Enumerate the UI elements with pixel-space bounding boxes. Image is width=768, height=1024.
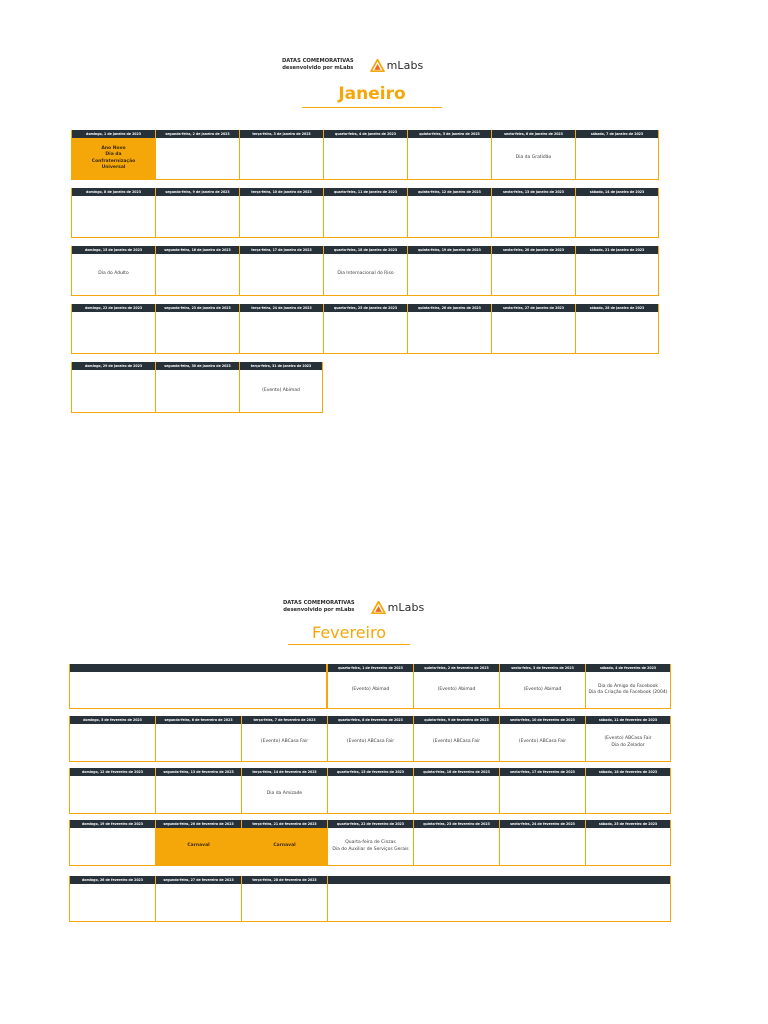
day-header: segunda-feira, 6 de fevereiro de 2023 xyxy=(156,716,241,724)
day-header: quarta-feira, 25 de janeiro de 2023 xyxy=(324,304,407,312)
day-header: sábado, 18 de fevereiro de 2023 xyxy=(586,768,670,776)
calendar-week xyxy=(69,876,671,922)
day-body xyxy=(492,312,575,353)
mlabs-logo xyxy=(371,601,425,614)
day-header: sábado, 28 de janeiro de 2023 xyxy=(576,304,658,312)
day-body xyxy=(414,828,499,865)
blank-cell xyxy=(69,664,327,709)
day-header: segunda-feira, 13 de fevereiro de 2023 xyxy=(156,768,241,776)
calendar-day-cell xyxy=(491,246,575,296)
event-label: Dia do Adulto xyxy=(98,271,129,277)
day-body xyxy=(240,254,323,295)
calendar-week xyxy=(71,304,659,354)
day-body xyxy=(70,828,155,865)
day-header: quinta-feira, 23 de fevereiro de 2023 xyxy=(414,820,499,828)
calendar-janeiro xyxy=(71,130,665,415)
calendar-day-cell xyxy=(71,246,155,296)
day-body xyxy=(414,724,499,761)
day-body xyxy=(242,724,327,761)
calendar-day-cell xyxy=(413,820,499,866)
calendar-day-cell xyxy=(575,246,659,296)
calendar-day-cell xyxy=(239,246,323,296)
day-header: quarta-feira, 1 de fevereiro de 2023 xyxy=(328,664,413,672)
calendar-week xyxy=(69,820,671,866)
calendar-day-cell xyxy=(575,304,659,354)
day-header: sexta-feira, 10 de fevereiro de 2023 xyxy=(500,716,585,724)
day-body xyxy=(500,776,585,813)
day-header: domingo, 22 de janeiro de 2023 xyxy=(72,304,155,312)
event-label: Dia do Amigo do Facebook xyxy=(598,683,658,689)
brand-text xyxy=(283,600,355,614)
month-title-janeiro: Janeiro xyxy=(338,84,406,104)
day-body xyxy=(408,254,491,295)
event-label: Dia Internacional do Riso xyxy=(337,271,394,277)
brand-line2: desenvolvido por mLabs xyxy=(283,607,355,614)
event-label: Dia da Gratidão xyxy=(515,155,552,161)
day-body xyxy=(70,724,155,761)
event-label: (Evento) ABCasa Fair xyxy=(260,739,309,745)
calendar-day-cell xyxy=(499,664,585,709)
day-body xyxy=(328,672,413,708)
calendar-day-cell xyxy=(241,876,327,922)
logo-text: mLabs xyxy=(387,600,425,614)
event-label: (Evento) Abimad xyxy=(351,686,390,692)
day-header: sábado, 7 de janeiro de 2023 xyxy=(576,130,658,138)
day-header: segunda-feira, 9 de janeiro de 2023 xyxy=(156,188,239,196)
day-body xyxy=(408,196,491,237)
calendar-day-cell xyxy=(155,304,239,354)
day-header: segunda-feira, 27 de fevereiro de 2023 xyxy=(156,876,241,884)
calendar-day-cell xyxy=(155,362,239,413)
calendar-week xyxy=(71,362,323,413)
day-body xyxy=(156,138,239,179)
day-header: terça-feira, 3 de janeiro de 2023 xyxy=(240,130,323,138)
calendar-day-cell xyxy=(69,768,155,814)
day-body xyxy=(500,724,585,761)
day-header: terça-feira, 17 de janeiro de 2023 xyxy=(240,246,323,254)
calendar-day-cell xyxy=(585,664,671,709)
mlabs-triangle-icon xyxy=(371,601,386,614)
calendar-day-cell xyxy=(585,768,671,814)
calendar-day-cell xyxy=(327,716,413,762)
day-body xyxy=(72,254,155,295)
day-body xyxy=(500,828,585,865)
day-body xyxy=(156,196,239,237)
calendar-day-cell xyxy=(323,130,407,180)
day-body xyxy=(408,138,491,179)
day-body xyxy=(328,776,413,813)
day-body xyxy=(408,312,491,353)
event-label: Dia da Amizade xyxy=(266,791,303,797)
calendar-day-cell xyxy=(71,304,155,354)
calendar-day-cell xyxy=(239,362,323,413)
day-body xyxy=(576,138,658,179)
day-body xyxy=(576,254,658,295)
calendar-fevereiro xyxy=(69,664,671,924)
day-body xyxy=(414,776,499,813)
day-header: domingo, 15 de janeiro de 2023 xyxy=(72,246,155,254)
day-header: terça-feira, 31 de janeiro de 2023 xyxy=(240,362,322,370)
day-header: segunda-feira, 2 de janeiro de 2023 xyxy=(156,130,239,138)
day-body xyxy=(72,312,155,353)
day-header: quarta-feira, 11 de janeiro de 2023 xyxy=(324,188,407,196)
calendar-day-cell xyxy=(407,304,491,354)
day-header: terça-feira, 28 de fevereiro de 2023 xyxy=(242,876,327,884)
calendar-day-cell xyxy=(323,304,407,354)
brand-text xyxy=(282,58,354,72)
brand-line2: desenvolvido por mLabs xyxy=(282,65,354,72)
day-body xyxy=(242,776,327,813)
calendar-week xyxy=(71,130,659,180)
day-body xyxy=(242,884,327,921)
event-label: Ano Novo xyxy=(101,145,126,151)
event-label: Confraternização xyxy=(91,158,136,164)
calendar-day-cell xyxy=(71,130,155,180)
calendar-week xyxy=(71,188,659,238)
day-header: sexta-feira, 20 de janeiro de 2023 xyxy=(492,246,575,254)
calendar-day-cell xyxy=(413,664,499,709)
day-body xyxy=(586,776,670,813)
day-body xyxy=(324,312,407,353)
day-body xyxy=(156,828,241,865)
day-body xyxy=(156,724,241,761)
day-body xyxy=(328,828,413,865)
day-header: terça-feira, 24 de janeiro de 2023 xyxy=(240,304,323,312)
day-body xyxy=(576,196,658,237)
day-header: segunda-feira, 30 de janeiro de 2023 xyxy=(156,362,239,370)
calendar-day-cell xyxy=(155,246,239,296)
day-header: domingo, 12 de fevereiro de 2023 xyxy=(70,768,155,776)
day-header: sexta-feira, 13 de janeiro de 2023 xyxy=(492,188,575,196)
calendar-day-cell xyxy=(499,768,585,814)
day-header: domingo, 8 de janeiro de 2023 xyxy=(72,188,155,196)
logo-text: mLabs xyxy=(386,58,424,72)
calendar-day-cell xyxy=(413,716,499,762)
day-body xyxy=(576,312,658,353)
day-body xyxy=(328,724,413,761)
day-header: sexta-feira, 24 de fevereiro de 2023 xyxy=(500,820,585,828)
calendar-day-cell xyxy=(413,768,499,814)
day-header: quinta-feira, 16 de fevereiro de 2023 xyxy=(414,768,499,776)
brand-line1: DATAS COMEMORATIVAS xyxy=(282,58,354,64)
day-body xyxy=(492,138,575,179)
day-header: quinta-feira, 12 de janeiro de 2023 xyxy=(408,188,491,196)
day-header: quarta-feira, 18 de janeiro de 2023 xyxy=(324,246,407,254)
day-body xyxy=(72,370,155,412)
calendar-day-cell xyxy=(155,876,241,922)
event-label: Carnaval xyxy=(187,843,210,849)
day-body xyxy=(70,776,155,813)
day-body xyxy=(324,138,407,179)
day-header: sábado, 25 de fevereiro de 2023 xyxy=(586,820,670,828)
day-body xyxy=(70,884,155,921)
event-label: Dia da xyxy=(105,152,122,158)
day-header: quinta-feira, 26 de janeiro de 2023 xyxy=(408,304,491,312)
calendar-week xyxy=(69,716,671,762)
month-title-fevereiro: Fevereiro xyxy=(311,623,386,642)
day-header: quarta-feira, 15 de fevereiro de 2023 xyxy=(328,768,413,776)
calendar-day-cell xyxy=(155,820,241,866)
day-header: sexta-feira, 27 de janeiro de 2023 xyxy=(492,304,575,312)
calendar-day-cell xyxy=(155,768,241,814)
day-header: sábado, 11 de fevereiro de 2023 xyxy=(586,716,670,724)
calendar-day-cell xyxy=(71,188,155,238)
calendar-day-cell xyxy=(407,188,491,238)
calendar-day-cell xyxy=(575,188,659,238)
day-body xyxy=(72,138,155,179)
mlabs-triangle-icon xyxy=(370,59,385,72)
blank-cell xyxy=(327,876,671,922)
event-label: (Evento) ABCasa Fair xyxy=(432,739,481,745)
event-label: (Evento) Abimad xyxy=(523,686,562,692)
day-header: domingo, 5 de fevereiro de 2023 xyxy=(70,716,155,724)
calendar-day-cell xyxy=(585,716,671,762)
day-header: terça-feira, 10 de janeiro de 2023 xyxy=(240,188,323,196)
calendar-day-cell xyxy=(499,716,585,762)
day-header: sexta-feira, 6 de janeiro de 2023 xyxy=(492,130,575,138)
title-underline xyxy=(302,107,442,108)
event-label: (Evento) ABCasa Fair xyxy=(518,739,567,745)
day-body xyxy=(586,724,670,761)
calendar-day-cell xyxy=(155,130,239,180)
calendar-day-cell xyxy=(241,768,327,814)
event-label: (Evento) ABCasa Fair xyxy=(604,736,652,742)
day-header: segunda-feira, 16 de janeiro de 2023 xyxy=(156,246,239,254)
day-header: terça-feira, 14 de fevereiro de 2023 xyxy=(242,768,327,776)
calendar-day-cell xyxy=(585,820,671,866)
day-header: quarta-feira, 8 de fevereiro de 2023 xyxy=(328,716,413,724)
day-header: quinta-feira, 19 de janeiro de 2023 xyxy=(408,246,491,254)
calendar-day-cell xyxy=(239,304,323,354)
day-body xyxy=(240,196,323,237)
day-body xyxy=(242,828,327,865)
calendar-day-cell xyxy=(71,362,155,413)
day-header: sábado, 4 de fevereiro de 2023 xyxy=(586,664,670,672)
calendar-day-cell xyxy=(323,246,407,296)
day-body xyxy=(492,254,575,295)
day-header: quarta-feira, 4 de janeiro de 2023 xyxy=(324,130,407,138)
calendar-day-cell xyxy=(327,768,413,814)
janeiro-brand xyxy=(282,58,423,72)
calendar-day-cell xyxy=(491,304,575,354)
day-header: segunda-feira, 20 de fevereiro de 2023 xyxy=(156,820,241,828)
brand-line1: DATAS COMEMORATIVAS xyxy=(283,600,355,606)
calendar-day-cell xyxy=(407,130,491,180)
day-body xyxy=(156,776,241,813)
calendar-day-cell xyxy=(69,876,155,922)
event-label: Dia da Criação do Facebook (2004) xyxy=(588,690,668,695)
event-label: Quarta-feira de Cinzas xyxy=(345,840,396,846)
day-header: domingo, 26 de fevereiro de 2023 xyxy=(70,876,155,884)
calendar-day-cell xyxy=(323,188,407,238)
event-label: (Evento) ABCasa Fair xyxy=(346,739,395,745)
day-body xyxy=(240,138,323,179)
calendar-day-cell xyxy=(241,820,327,866)
day-body xyxy=(240,312,323,353)
event-label: (Evento) Abimad xyxy=(437,686,476,692)
calendar-week xyxy=(71,246,659,296)
calendar-day-cell xyxy=(327,820,413,866)
calendar-day-cell xyxy=(69,716,155,762)
day-body xyxy=(324,254,407,295)
day-body xyxy=(500,672,585,708)
day-body xyxy=(586,828,670,865)
day-header: quarta-feira, 22 de fevereiro de 2023 xyxy=(328,820,413,828)
calendar-day-cell xyxy=(407,246,491,296)
calendar-day-cell xyxy=(241,716,327,762)
day-header: sexta-feira, 3 de fevereiro de 2023 xyxy=(500,664,585,672)
fevereiro-brand xyxy=(283,600,424,614)
calendar-day-cell xyxy=(499,820,585,866)
calendar-week xyxy=(69,664,671,709)
day-body xyxy=(156,254,239,295)
calendar-day-cell xyxy=(491,188,575,238)
day-header: domingo, 29 de janeiro de 2023 xyxy=(72,362,155,370)
event-label: (Evento) Abimad xyxy=(262,387,300,393)
day-body xyxy=(156,312,239,353)
day-header: sábado, 21 de janeiro de 2023 xyxy=(576,246,658,254)
calendar-day-cell xyxy=(239,130,323,180)
title-underline xyxy=(288,644,410,645)
day-body xyxy=(156,370,239,412)
calendar-day-cell xyxy=(155,716,241,762)
calendar-day-cell xyxy=(327,664,413,709)
day-header: segunda-feira, 23 de janeiro de 2023 xyxy=(156,304,239,312)
day-header: terça-feira, 7 de fevereiro de 2023 xyxy=(242,716,327,724)
day-header: quinta-feira, 5 de janeiro de 2023 xyxy=(408,130,491,138)
calendar-day-cell xyxy=(155,188,239,238)
day-body xyxy=(492,196,575,237)
event-label: Carnaval xyxy=(273,843,296,849)
calendar-day-cell xyxy=(575,130,659,180)
day-header: domingo, 19 de fevereiro de 2023 xyxy=(70,820,155,828)
day-body xyxy=(414,672,499,708)
day-body xyxy=(240,370,322,412)
day-header: terça-feira, 21 de fevereiro de 2023 xyxy=(242,820,327,828)
day-header: sexta-feira, 17 de fevereiro de 2023 xyxy=(500,768,585,776)
day-header: quinta-feira, 2 de fevereiro de 2023 xyxy=(414,664,499,672)
mlabs-logo xyxy=(370,59,424,72)
day-body xyxy=(586,672,670,708)
calendar-day-cell xyxy=(491,130,575,180)
day-body xyxy=(156,884,241,921)
calendar-week xyxy=(69,768,671,814)
day-body xyxy=(72,196,155,237)
event-label: Dia do Zelador xyxy=(611,742,645,748)
calendar-day-cell xyxy=(69,820,155,866)
day-header: domingo, 1 de janeiro de 2023 xyxy=(72,130,155,138)
day-header: sábado, 14 de janeiro de 2023 xyxy=(576,188,658,196)
event-label: Dia do Auxiliar de Serviços Gerais xyxy=(332,846,409,852)
event-label: Universal xyxy=(101,164,126,170)
day-header: quinta-feira, 9 de fevereiro de 2023 xyxy=(414,716,499,724)
calendar-day-cell xyxy=(239,188,323,238)
day-body xyxy=(324,196,407,237)
